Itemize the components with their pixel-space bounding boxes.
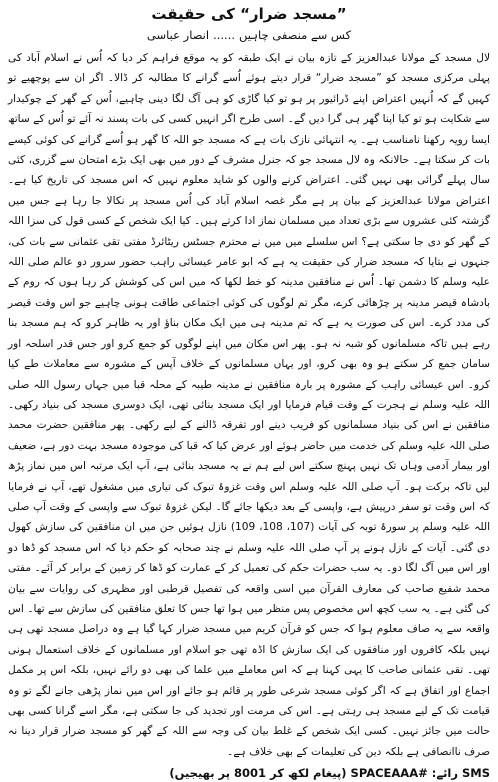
sms-footer: SMS رائے: #SPACEAAA (پیغام لکھ کر 8001 پر بھیجیں) xyxy=(169,766,490,781)
article-body: لال مسجد کے مولانا عبدالعزیز کے تازہ بیان نے ایک طبقہ کو یہ موقع فراہم کر دیا کہ اُس نے اسلام آباد کی پہلی مرکزی مسجد کو ”مسجد ضرار“ قرار دیتے ہوئے اُسے گرانے کا مطالبہ کر ڈالا۔ اگر ان سے پوچھیے تو کہیں گے کہ اُنہیں اعتراض اپنے ڈرائیور پر ہو تو کیا گاڑی کو ہی آگ لگا دینی چاہیے، اُس کے گھر کے چوکیدار سے شکایت ہو تو کیا اپنا گھر ہی گرا دیں گے۔ اسی طرح اگر انہیں کسی کی بات پسند نہ آئے تو اُس کے ساتھ ایسا رویہ رکھنا نامناسب ہے۔ یہ انتہائی نازک بات ہے کہ مسجد جو اللہ کا گھر ہو اُسے گرانے کی کوئی کیسے بات کر سکتا ہے۔ حالانکہ وہ لال مسجد جو کہ جنرل مشرف کے دور میں بھی ایک بڑے امتحان سے گزری، کئی سال پہلے گرائی بھی نہیں گئی۔ اعتراض کرنے والوں کو شاید معلوم نہیں کہ اس مسجد کی تاریخ کیا ہے۔ اعتراض مولانا عبدالعزیز کے بیان پر ہے مگر غصہ اسلام آباد کی اُس مسجد پر نکالا جا رہا ہے جس میں گزشتہ کئی عشروں سے بڑی تعداد میں مسلمان نماز ادا کرتے ہیں۔ کیا ایک شخص کے کسی قول کی سزا اللہ کے گھر کو دی جا سکتی ہے؟ اس سلسلے میں میں نے محترم جسٹس ریٹائرڈ مفتی تقی عثمانی سے بات کی، جنہوں نے بتایا کہ مسجد ضرار کی حقیقت یہ ہے کہ ابو عامر عیسائی راہب حضور سرور دو عالم صلی اللہ علیہ وسلم کا دشمن تھا۔ اُس نے منافقین مدینہ کو خط لکھا کہ میں اس کی کوشش کر رہا ہوں کہ روم کے بادشاہ قیصر مدینہ پر چڑھائی کرے، مگر تم لوگوں کی کوئی اجتماعی طاقت ہونی چاہیے جو اس وقت قیصر کی مدد کرے۔ اس کی صورت یہ ہے کہ تم مدینہ ہی میں ایک مکان بناؤ اور یہ ظاہر کرو کہ ہم مسجد بنا رہے ہیں تاکہ مسلمانوں کو شبہ نہ ہو۔ پھر اس مکان میں اپنے لوگوں کو جمع کرو اور جس قدر اسلحہ اور سامان جمع کر سکتے ہو وہ بھی کرو، اور یہاں مسلمانوں کے خلاف آپس کے مشورہ سے معاملات طے کیا کرو۔ اس عیسائی راہب کے مشورہ پر بارہ منافقین نے مدینہ طیبہ کے محلہ قبا میں جہاں رسول اللہ صلی اللہ علیہ وسلم نے ہجرت کے وقت قیام فرمایا اور ایک مسجد بنائی تھی، ایک دوسری مسجد کی بنیاد رکھی۔ منافقین نے اس کی بنیاد مسلمانوں کو فریب دینے اور تفرقہ ڈالنے کے لیے رکھی۔ پھر منافقین حضرت محمد صلی اللہ علیہ وسلم کی خدمت میں حاضر ہوئے اور عرض کیا کہ قبا کی موجودہ مسجد بہت دور ہے، ضعیف اور بیمار آدمی وہاں تک نہیں پہنچ سکتے اس لیے ہم نے یہ مسجد بنائی ہے، آپ ایک مرتبہ اس میں نماز پڑھ لیں تاکہ برکت ہو۔ آپ صلی اللہ علیہ وسلم اس وقت غزوۂ تبوک کی تیاری میں مشغول تھے، آپ نے فرمایا کہ اس وقت تو سفر درپیش ہے، واپسی کے بعد دیکھا جائے گا۔ لیکن غزوۂ تبوک سے واپسی کے وقت آپ صلی اللہ علیہ وسلم پر سورۂ توبہ کی آیات (107، 108، 109) نازل ہوئیں جن میں ان منافقین کی سازش کھول دی گئی۔ آیات کے نازل ہونے پر آپ صلی اللہ علیہ وسلم نے چند صحابہ کو حکم دیا کہ اس مسجد کو ڈھا دو اور اس میں آگ لگا دو۔ یہ سب حضرات حکم کی تعمیل کر کے عمارت کو ڈھا کر زمین کے برابر کر آئے۔ مفتی محمد شفیع صاحب کی معارف القرآن میں اسی واقعہ کی تفصیل قرطبی اور مظہری کی روایات سے بیان کی گئی ہے۔ یہ سب کچھ اس مخصوص پس منظر میں ہوا تھا جس کا تعلق منافقین کی سازش سے تھا۔ اس واقعہ سے یہ صاف معلوم ہوا کہ جس کو قرآن کریم میں مسجد ضرار کہا گیا ہے وہ دراصل مسجد تھی ہی نہیں بلکہ کافروں اور منافقوں کی ایک سازش کا اڈہ تھی جو اسلام اور مسلمانوں کے خلاف استعمال ہونی تھی۔ تقی عثمانی صاحب کا یہی کہنا ہے کہ اس معاملے میں علما کی بھی دو رائے نہیں، بلکہ اس پر مکمل اجماع اور اتفاق ہے کہ اگر کوئی مسجد شرعی طور پر قائم ہو جائے اور اس میں نماز پڑھی جانے لگے تو وہ قیامت تک کے لیے مسجد ہی رہتی ہے۔ اس کی مرمت اور تجدید کی جا سکتی ہے، مگر اسے گرانا کسی بھی حالت میں جائز نہیں۔ کسی ایک شخص کے غلط بیان کی وجہ سے اللہ کے گھر کو مسجد ضرار قرار دینا نہ صرف ناانصافی ہے بلکہ دین کی تعلیمات کے بھی خلاف ہے۔ xyxy=(8,52,491,758)
article-subtitle xyxy=(8,26,490,44)
subtitle-separator: ...... xyxy=(213,28,235,42)
author-name: انصار عباسی xyxy=(146,28,210,42)
column-tagline: کس سے منصفی چاہیں xyxy=(239,28,352,42)
article-title: ”مسجد ضرار“ کی حقیقت xyxy=(151,5,347,23)
